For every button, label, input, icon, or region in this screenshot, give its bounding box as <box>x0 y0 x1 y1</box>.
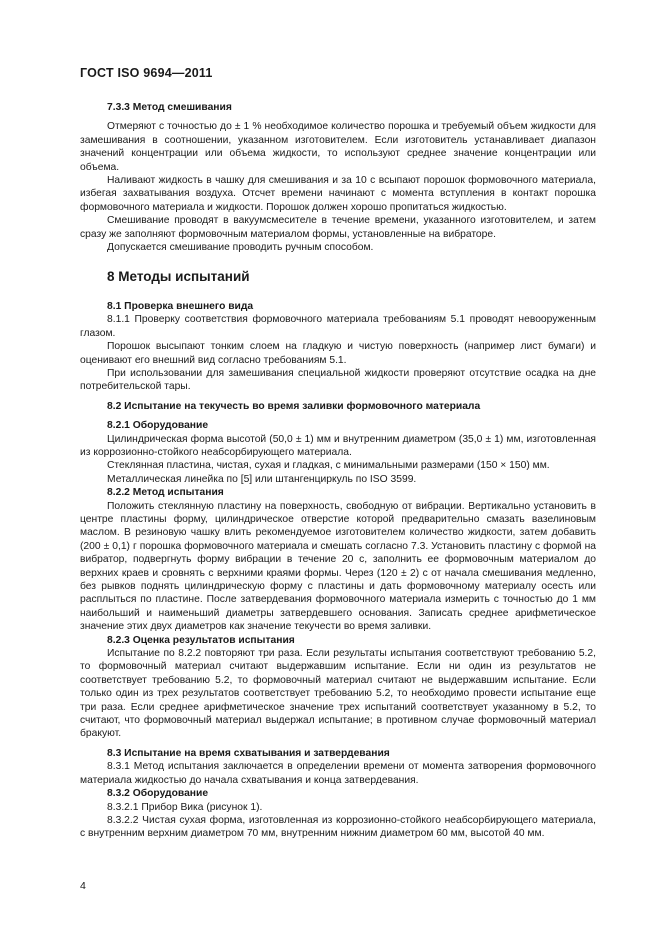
paragraph: Допускается смешивание проводить ручным способом. <box>107 242 374 254</box>
paragraph: 8.3.1 Метод испытания заключается в определении времени от момента затворения формовочного материала жидкостью до начала схватывания и конца затвердевания. <box>80 761 596 786</box>
paragraph: Наливают жидкость в чашку для смешивания и за 10 с всыпают порошок формовочного материала, избегая захватывания воздуха. Отсчет времени начинают с момента вступления в контакт порошка формовочного материала и жидкости. Порошок должен хорошо пропитаться жидкостью. <box>80 175 596 213</box>
heading-8-2: 8.2 Испытание на текучесть во время заливки формовочного материала <box>107 400 481 412</box>
paragraph: Отмеряют с точностью до ± 1 % необходимое количество порошка и требуемый объем жидкости для замешивания в соотношении, указанном изготовителем. Если изготовитель устанавливает диапазон значений концентрации или объема жидкости, то используют среднее значение концентрации или объема. <box>80 121 596 173</box>
document-header: ГОСТ ISO 9694—2011 <box>80 66 213 80</box>
section-heading-8: 8 Методы испытаний <box>107 269 250 285</box>
heading-8-2-2: 8.2.2 Метод испытания <box>107 487 224 499</box>
paragraph: 8.3.2.1 Прибор Вика (рисунок 1). <box>107 801 263 813</box>
paragraph: Стеклянная пластина, чистая, сухая и гладкая, с минимальными размерами (150 × 150) мм. <box>107 460 550 472</box>
heading-8-3: 8.3 Испытание на время схватывания и затвердевания <box>107 747 390 759</box>
heading-8-1: 8.1 Проверка внешнего вида <box>107 300 254 312</box>
heading-7-3-3: 7.3.3 Метод смешивания <box>107 102 232 113</box>
paragraph: Порошок высыпают тонким слоем на гладкую и чистую поверхность (например лист бумаги) и оценивают его внешний вид согласно требованиям 5.1. <box>80 341 596 366</box>
heading-8-2-1: 8.2.1 Оборудование <box>107 420 209 432</box>
paragraph: Металлическая линейка по [5] или штангенциркуль по ISO 3599. <box>107 473 417 485</box>
page-number: 4 <box>80 880 86 892</box>
heading-8-3-2: 8.3.2 Оборудование <box>107 788 209 800</box>
paragraph: Испытание по 8.2.2 повторяют три раза. Если результаты испытания соответствуют требованию 5.2, то формовочный материал считают выдержавшим испытание. Если ни один из результатов не соответствует требованию 5.2, то формовочный материал считают не выдержавшим испытание. Если только один из трех результатов соответствует требованию 5.2, то необходимо провести испытание еще три раза. Если среднее арифметическое значение трех испытаний соответствует указанному в 5.2, то считают, что формовочный материал выдержал испытание; в противном случае формовочный материал бракуют. <box>80 648 596 740</box>
paragraph: 8.1.1 Проверку соответствия формовочного материала требованиям 5.1 проводят невооруженным глазом. <box>80 314 596 339</box>
paragraph: При использовании для замешивания специальной жидкости проверяют отсутствие осадка на дне потребительской тары. <box>80 367 596 393</box>
document-body <box>80 92 596 841</box>
paragraph: 8.3.2.2 Чистая сухая форма, изготовленная из коррозионно-стойкого неабсорбирующего материала, с внутренним верхним диаметром 70 мм, внутренним нижним диаметром 60 мм, высотой 40 мм. <box>80 814 596 840</box>
heading-8-2-3: 8.2.3 Оценка результатов испытания <box>107 634 295 646</box>
paragraph: Положить стеклянную пластину на поверхность, свободную от вибрации. Вертикально установить в центре пластины форму, цилиндрическое отверстие которой предварительно смазать вазелиновым маслом. В резиновую чашку влить рекомендуемое изготовителем количество жидкости, затем добавить (200 ± 0,1) г порошка формовочного материала и смешать согласно 7.3. Установить пластину с формой на вибратор, подвергнуть форму вибрации в течение 20 с, заполнить ее формовочным материалом до верхних краев и сровнять с верхними краями формы. Через (120 ± 2) с от начала смешивания медленно, без рывков поднять цилиндрическую форму с пластины и дать формовочному материалу осесть или расплыться по пластине. После затвердевания формовочного материала измерить с точностью до 1 мм наибольший и наименьший диаметры затвердевшего основания. Записать среднее арифметическое значение этих двух диаметров как значение текучести во время заливки. <box>80 500 596 633</box>
paragraph: Цилиндрическая форма высотой (50,0 ± 1) мм и внутренним диаметром (35,0 ± 1) мм, изготовленная из коррозионно-стойкого неабсорбирующего материала. <box>80 433 596 458</box>
paragraph: Смешивание проводят в вакуумсмесителе в течение времени, указанного изготовителем, и затем сразу же заполняют формовочным материалом формы, установленные на вибраторе. <box>80 215 596 240</box>
